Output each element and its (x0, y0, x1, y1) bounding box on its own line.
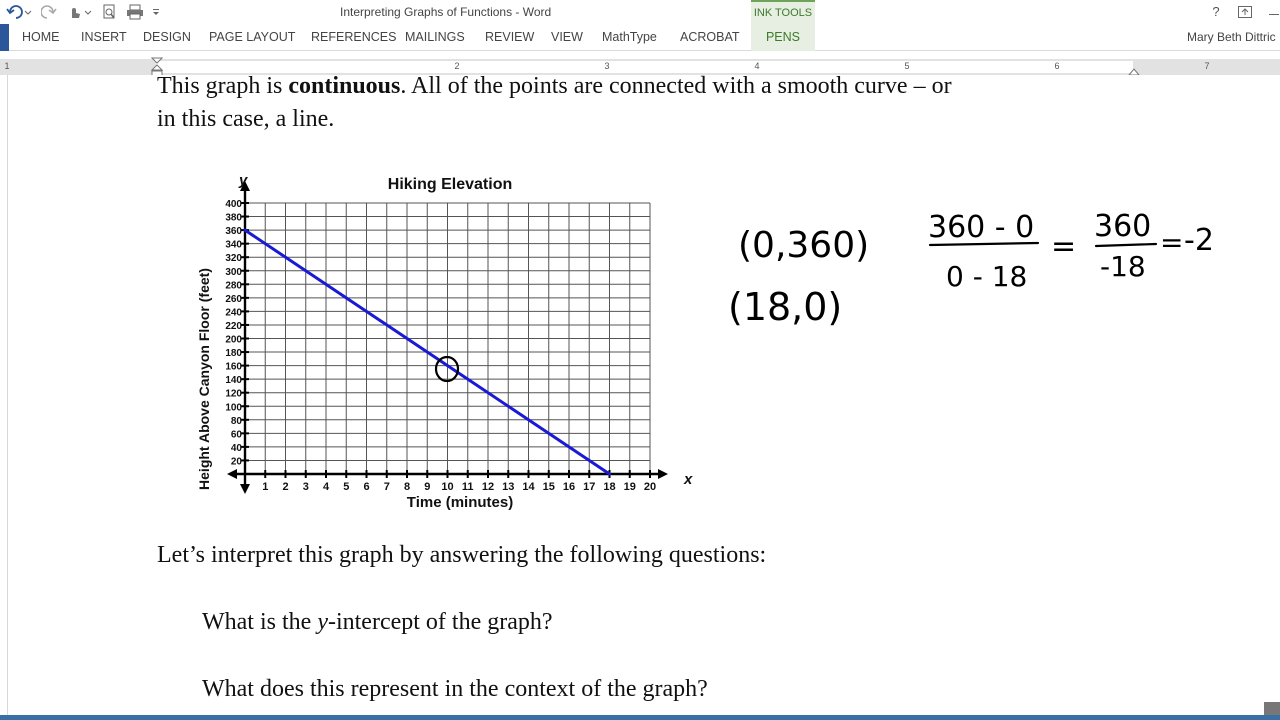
y-tick-label: 180 (225, 348, 242, 360)
ink-equals-1: = (1051, 229, 1077, 264)
tab-page-layout[interactable]: PAGE LAYOUT (209, 30, 296, 44)
hiking-elevation-chart (190, 168, 700, 518)
x-tick-label: 15 (542, 481, 555, 493)
x-axis-letter: x (684, 471, 693, 488)
y-tick-label: 220 (225, 320, 242, 332)
ribbon-tabs (0, 24, 1280, 51)
ink-equals-2: = (1160, 226, 1184, 259)
x-axis-arrow-right (658, 469, 668, 479)
x-tick-label: 11 (461, 481, 474, 493)
tab-review[interactable]: REVIEW (485, 30, 535, 44)
y-axis-arrow-down (240, 484, 250, 494)
y-tick-label: 100 (225, 402, 242, 414)
y-axis-label: Height Above Canyon Floor (feet) (196, 268, 212, 490)
minimize-button[interactable] (1264, 3, 1280, 21)
x-axis-label: Time (minutes) (406, 494, 514, 511)
x-tick-label: 4 (322, 481, 330, 493)
quick-print-icon[interactable] (126, 2, 146, 22)
ink-tools-tab-group: INK TOOLS (751, 0, 815, 24)
x-tick-label: 16 (562, 481, 576, 493)
ink-denominator-2: -18 (1100, 250, 1146, 283)
paragraph-line-2: in this case, a line. (157, 106, 335, 132)
undo-icon[interactable] (6, 2, 32, 22)
ribbon-display-options-button[interactable] (1235, 3, 1255, 21)
x-tick-label: 12 (481, 481, 495, 493)
x-tick-label: 9 (424, 481, 431, 493)
x-tick-label: 1 (262, 481, 269, 493)
ink-numerator-1: 360 - 0 (928, 210, 1035, 245)
y-tick-label: 140 (225, 375, 242, 387)
question-prompt: Let’s interpret this graph by answering the following questions: (157, 542, 767, 568)
tab-acrobat[interactable]: ACROBAT (680, 30, 740, 44)
y-tick-label: 160 (225, 361, 242, 373)
text-run: This graph is (157, 73, 289, 99)
x-tick-label: 19 (623, 481, 636, 493)
ink-result: -2 (1184, 223, 1214, 258)
x-tick-label: 13 (502, 481, 515, 493)
tab-mathtype[interactable]: MathType (602, 30, 657, 44)
y-tick-label: 400 (225, 199, 242, 210)
y-tick-label: 40 (230, 442, 242, 454)
question-2: What does this represent in the context of the graph? (202, 676, 708, 702)
y-tick-label: 120 (225, 388, 242, 400)
x-tick-label: 2 (282, 481, 289, 493)
x-tick-label: 8 (403, 481, 411, 493)
page-edge (7, 75, 8, 716)
y-axis-letter: y (239, 172, 248, 189)
x-tick-label: 3 (302, 481, 309, 493)
print-preview-icon[interactable] (101, 2, 117, 22)
touch-mode-icon[interactable] (66, 2, 92, 22)
chart-title: Hiking Elevation (387, 176, 513, 193)
ruler-number: 5 (904, 61, 910, 71)
redo-icon[interactable] (41, 2, 57, 22)
x-tick-label: 5 (343, 481, 350, 493)
help-button[interactable]: ? (1212, 4, 1220, 19)
ink-denominator-1: 0 - 18 (946, 260, 1028, 293)
x-axis-arrow-left (227, 469, 237, 479)
y-tick-label: 280 (225, 280, 242, 292)
x-tick-label: 14 (522, 481, 535, 493)
ink-point-1: (0,360) (738, 225, 870, 266)
tab-insert[interactable]: INSERT (81, 30, 127, 44)
tab-pens[interactable]: PENS (751, 24, 815, 51)
ruler-number: 1 (4, 61, 10, 71)
y-tick-label: 200 (225, 334, 242, 346)
x-tick-label: 7 (383, 481, 390, 493)
x-tick-label: 6 (363, 481, 370, 493)
text-run: . All of the points are connected with a smooth curve – or (400, 73, 952, 99)
y-tick-label: 360 (225, 226, 242, 238)
y-tick-label: 300 (225, 266, 242, 278)
ruler-number: 3 (604, 61, 610, 71)
ruler-number: 2 (454, 61, 460, 71)
y-tick-label: 240 (225, 307, 242, 319)
question-1 (202, 609, 553, 636)
y-tick-label: 20 (230, 456, 242, 468)
y-tick-label: 320 (225, 253, 242, 265)
text-run: What is the (202, 609, 318, 635)
y-tick-label: 260 (225, 293, 242, 305)
title-bar (0, 0, 1280, 24)
ruler-number: 6 (1054, 61, 1060, 71)
text-run: -intercept of the graph? (327, 609, 553, 635)
document-title: Interpreting Graphs of Functions - Word (340, 5, 552, 19)
tab-home[interactable]: HOME (22, 30, 60, 44)
x-tick-label: 10 (441, 481, 454, 493)
ruler-text-area (156, 61, 1133, 73)
status-bar (0, 715, 1280, 720)
y-tick-label: 380 (225, 212, 242, 224)
x-tick-label: 20 (643, 481, 657, 493)
italic-variable: y (317, 609, 328, 635)
tab-mailings[interactable]: MAILINGS (405, 30, 465, 44)
x-tick-label: 18 (603, 481, 616, 493)
customize-icon[interactable] (151, 2, 161, 22)
tab-view[interactable]: VIEW (551, 30, 583, 44)
file-tab[interactable] (0, 24, 9, 51)
y-tick-label: 80 (230, 415, 242, 427)
ruler-number: 4 (754, 61, 760, 71)
y-tick-label: 340 (225, 239, 242, 251)
ink-numerator-2: 360 (1094, 209, 1152, 244)
bold-word: continuous (288, 73, 401, 99)
tab-design[interactable]: DESIGN (143, 30, 191, 44)
x-tick-label: 17 (583, 481, 596, 493)
user-account-name[interactable]: Mary Beth Dittric (1187, 30, 1276, 44)
paragraph-line-1 (157, 73, 952, 100)
ink-point-2: (18,0) (728, 285, 843, 329)
scrollbar-corner[interactable] (1264, 702, 1280, 716)
ruler-number: 7 (1204, 61, 1210, 71)
tab-references[interactable]: REFERENCES (311, 30, 397, 44)
y-tick-label: 60 (230, 429, 242, 441)
